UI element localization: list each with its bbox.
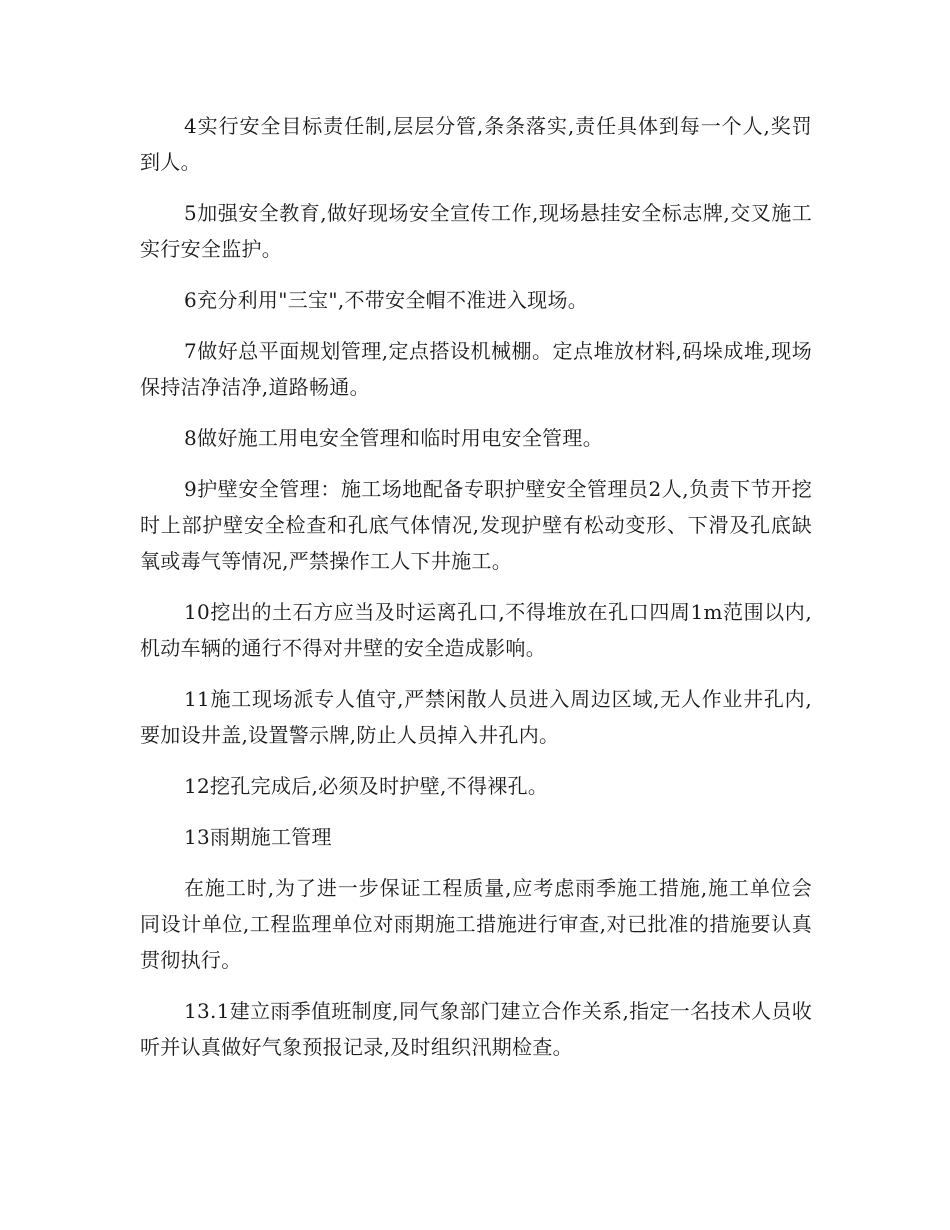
paragraph-item-13-1: 13.1建立雨季值班制度,同气象部门建立合作关系,指定一名技术人员收听并认真做好气象预报记录,及时组织汛期检查。 <box>140 999 812 1059</box>
paragraph-item-9: 9护壁安全管理：施工场地配备专职护壁安全管理员2人,负责下节开挖时上部护壁安全检查和孔底气体情况,发现护壁有松动变形、下滑及孔底缺氧或毒气等情况,严禁操作工人下井施工。 <box>140 477 812 573</box>
paragraph-item-7: 7做好总平面规划管理,定点搭设机械棚。定点堆放材料,码垛成堆,现场保持洁净洁净,道路畅通。 <box>140 339 812 399</box>
paragraph-item-11: 11施工现场派专人值守,严禁闲散人员进入周边区域,无人作业井孔内,要加设井盖,设置警示牌,防止人员掉入井孔内。 <box>140 687 812 747</box>
paragraph-item-5: 5加强安全教育,做好现场安全宣传工作,现场悬挂安全标志牌,交叉施工实行安全监护。 <box>140 201 812 261</box>
paragraph-item-12: 12挖孔完成后,必须及时护壁,不得裸孔。 <box>184 774 549 798</box>
paragraph-rainy-intro: 在施工时,为了进一步保证工程质量,应考虑雨季施工措施,施工单位会同设计单位,工程监理单位对雨期施工措施进行审查,对已批准的措施要认真贯彻执行。 <box>140 876 812 972</box>
paragraph-item-8: 8做好施工用电安全管理和临时用电安全管理。 <box>184 426 604 450</box>
paragraph-item-10: 10挖出的土石方应当及时运离孔口,不得堆放在孔口四周1m范围以内,机动车辆的通行不得对井壁的安全造成影响。 <box>140 600 812 660</box>
paragraph-item-4: 4实行安全目标责任制,层层分管,条条落实,责任具体到每一个人,奖罚到人。 <box>140 114 812 174</box>
document-body <box>140 108 812 1080</box>
paragraph-item-6: 6充分利用"三宝",不带安全帽不准进入现场。 <box>184 288 589 312</box>
section-heading-13: 13雨期施工管理 <box>184 825 332 849</box>
